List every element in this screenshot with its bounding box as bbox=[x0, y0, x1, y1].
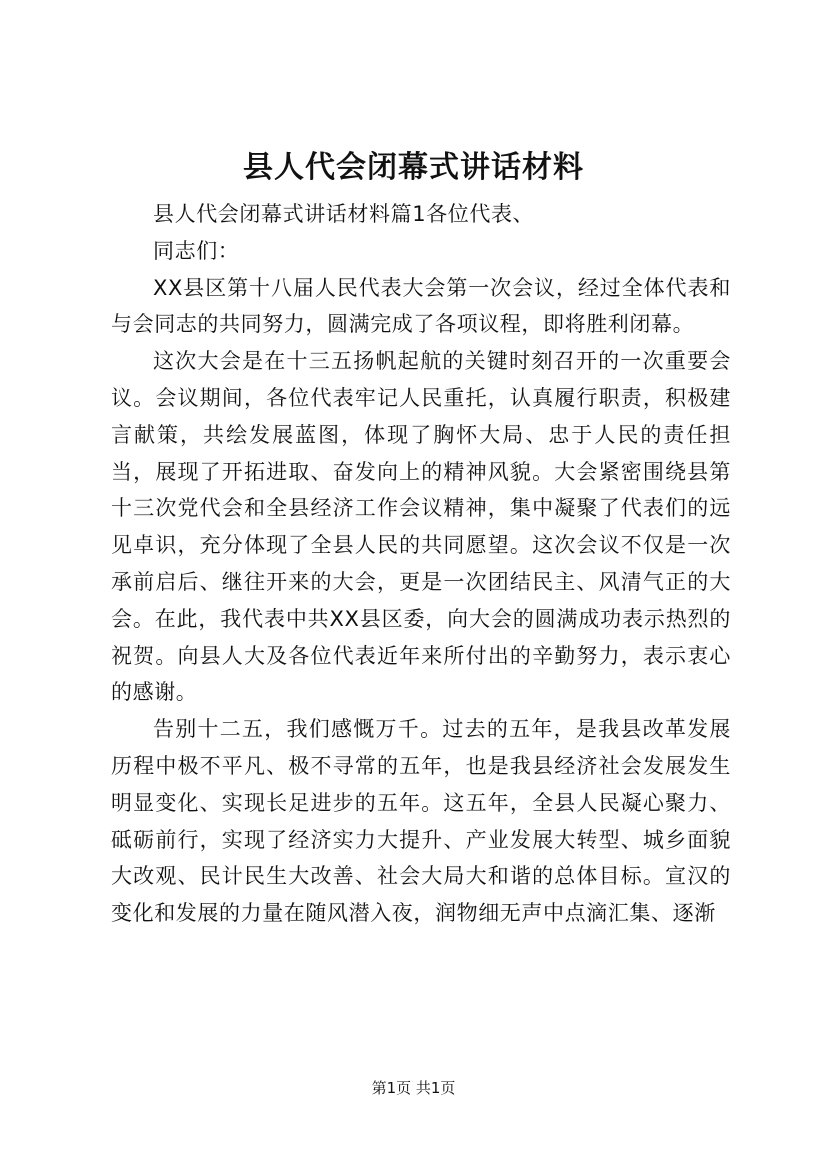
paragraph: 这次大会是在十三五扬帆起航的关键时刻召开的一次重要会议。会议期间，各位代表牢记人民重托，认真履行职责，积极建言献策，共绘发展蓝图，体现了胸怀大局、忠于人民的责任担当，展现了开拓进取、奋发向上的精神风貌。大会紧密围绕县第十三次党代会和全县经济工作会议精神，集中凝聚了代表们的远见卓识，充分体现了全县人民的共同愿望。这次会议不仅是一次承前启后、继往开来的大会，更是一次团结民主、风清气正的大会。在此，我代表中共XX县区委，向大会的圆满成功表示热烈的祝贺。向县人大及各位代表近年来所付出的辛勤努力，表示衷心的感谢。 bbox=[111, 349, 731, 705]
paragraph: 县人代会闭幕式讲话材料篇1各位代表、 bbox=[153, 202, 535, 226]
paragraph: XX县区第十八届人民代表大会第一次会议，经过全体代表和与会同志的共同努力，圆满完成了各项议程，即将胜利闭幕。 bbox=[111, 275, 731, 337]
document-title: 县人代会闭幕式讲话材料 bbox=[243, 150, 584, 185]
paragraph: 同志们： bbox=[153, 238, 240, 263]
page-footer: 第1页 共1页 bbox=[371, 1079, 456, 1097]
document-body bbox=[111, 196, 731, 932]
paragraph: 告别十二五，我们感慨万千。过去的五年，是我县改革发展历程中极不平凡、极不寻常的五年，也是我县经济社会发展发生明显变化、实现长足进步的五年。这五年，全县人民凝心聚力、砥砺前行，实现了经济实力大提升、产业发展大转型、城乡面貌大改观、民计民生大改善、社会大局大和谐的总体目标。宣汉的变化和发展的力量在随风潜入夜，润物细无声中点滴汇集、逐渐 bbox=[111, 717, 731, 926]
